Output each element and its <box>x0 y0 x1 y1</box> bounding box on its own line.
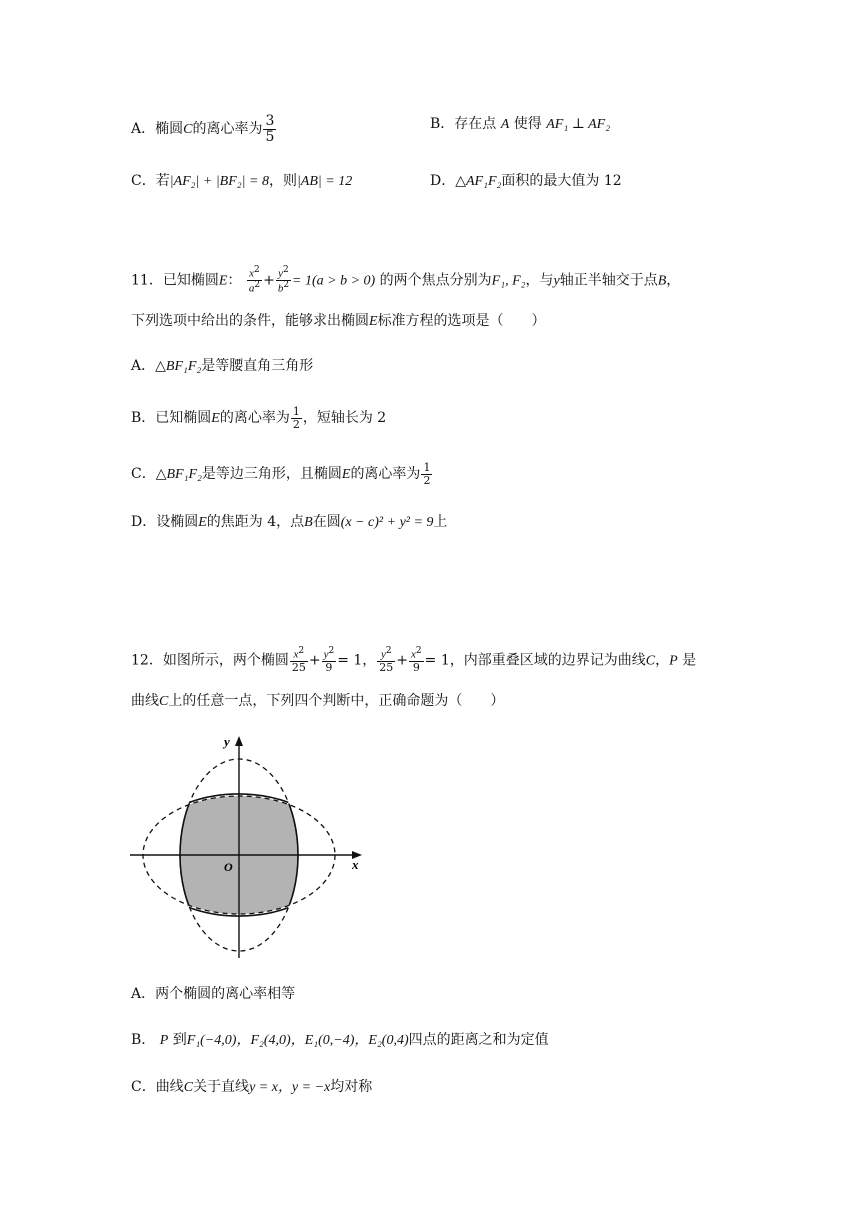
option-text: 的离心率为 <box>219 410 290 427</box>
fraction-y2-b2: $\frac{y^2}{b^2}$ <box>277 265 290 295</box>
option-label: C． <box>131 1079 156 1095</box>
option-label: A． <box>131 986 156 1002</box>
option-text: 面积的最大值为 12 <box>501 173 622 189</box>
fraction <box>291 406 302 430</box>
math-var: P <box>159 1033 169 1048</box>
option-text: ，短轴长为 2 <box>302 410 387 427</box>
option-text: 已知椭圆 <box>155 410 212 427</box>
option-text: 关于直线 <box>193 1079 250 1095</box>
fraction-denominator: 2 <box>292 417 300 431</box>
option-text: 在圆 <box>312 514 341 530</box>
math-var: C <box>645 653 656 669</box>
stem-text: 下列选项中给出的条件，能够求出椭圆 <box>131 313 369 329</box>
origin-label: O <box>224 860 233 874</box>
math-var: B <box>657 273 667 289</box>
stem-text: 曲线 <box>131 693 159 709</box>
fraction <box>421 462 432 486</box>
math-var: E <box>211 411 220 427</box>
q11-option-d <box>131 512 447 533</box>
option-label: D． <box>430 173 456 189</box>
stem-text: 如图所示，两个椭圆 <box>162 652 289 669</box>
math-var: C <box>183 1080 194 1095</box>
question-number: 12． <box>131 652 163 669</box>
fraction-numerator: 1 <box>423 461 431 474</box>
option-label: D． <box>131 514 157 530</box>
q10-option-b <box>430 114 610 135</box>
math-var: B <box>304 515 313 530</box>
option-text: 存在点 <box>454 116 497 132</box>
math-var: E <box>369 314 378 329</box>
option-text: 两个椭圆的离心率相等 <box>155 986 296 1002</box>
option-text: 四点的距离之和为定值 <box>408 1032 549 1048</box>
math-expression: AF₁ ⊥ AF₂ <box>546 117 611 132</box>
math-expression: △BF₁F₂ <box>155 359 202 374</box>
fraction-denominator: 5 <box>265 128 275 145</box>
q11-option-b <box>131 406 386 430</box>
fraction-denominator: 2 <box>423 473 431 487</box>
x-axis-label: x <box>352 857 359 872</box>
option-text: 到 <box>172 1032 187 1048</box>
q10-option-a <box>131 114 277 144</box>
option-text: 均对称 <box>330 1079 373 1095</box>
option-text: 使得 <box>513 116 542 132</box>
q12-option-b <box>131 1030 549 1051</box>
option-text: 的焦距为 4，点 <box>206 514 305 530</box>
stem-text: 的两个焦点分别为 <box>379 272 492 289</box>
stem-text: ，与 <box>525 272 554 289</box>
math-var: P <box>669 653 678 669</box>
option-label: C． <box>131 466 156 483</box>
option-label: B． <box>131 410 156 427</box>
stem-text: ，内部重叠区域的边界记为曲线 <box>449 652 646 669</box>
math-expression: |AF₂| + |BF₂| = 8 <box>169 174 269 189</box>
option-text: 是等边三角形，且椭圆 <box>201 466 342 483</box>
math-var: E <box>218 273 228 289</box>
fraction-numerator: 3 <box>265 113 275 129</box>
math-var: C <box>183 122 193 138</box>
q12-option-a <box>131 984 295 1004</box>
stem-text: 轴正半轴交于点 <box>559 272 658 289</box>
fraction <box>263 114 276 144</box>
math-var: A <box>500 117 510 132</box>
option-label: B． <box>131 1032 156 1048</box>
math-var: E <box>198 515 207 530</box>
q11-stem-line1: 11．已知椭圆E： $\frac{x^2}{a^2}$ + $\frac{y^2}{b^2}$ = 1(a > b > 0) 的两个焦点分别为F₁, F₂，与y轴正半轴交于点B， <box>131 265 681 295</box>
stem-text: 标准方程的选项是（ ） <box>377 313 546 329</box>
option-text: 设椭圆 <box>156 514 199 530</box>
math-expression: |AB| = 12 <box>296 174 353 189</box>
option-text: 的离心率为 <box>350 466 421 483</box>
math-expression: △BF₁F₂ <box>155 467 202 483</box>
option-label: A． <box>131 121 156 138</box>
q12-stem-line2 <box>131 691 504 712</box>
q12-stem-line1: 12．如图所示，两个椭圆 $\frac{x^2}{25}$ + $\frac{y^2}{9}$ = 1， $\frac{y^2}{25}$ + $\frac{x^2}{9}$ = 1，内部重叠区域的边界记为曲线C，P 是 <box>131 646 697 675</box>
stem-text: 已知椭圆 <box>162 272 219 289</box>
fraction-x2-9: $\frac{x^2}{9}$ <box>411 646 422 675</box>
stem-text: 上的任意一点，下列四个判断中，正确命题为（ ） <box>168 693 505 709</box>
q10-option-d <box>430 171 622 192</box>
option-label: B． <box>430 116 455 132</box>
fraction-numerator: 1 <box>292 405 300 418</box>
q10-option-c <box>131 171 352 192</box>
option-text: 是等腰直角三角形 <box>201 358 314 374</box>
question-number: 11． <box>131 272 163 289</box>
fraction-y2-25: $\frac{y^2}{25}$ <box>379 646 394 675</box>
option-text: 上 <box>433 514 448 530</box>
y-axis-arrow <box>235 736 243 746</box>
fraction-x2-a2: $\frac{x^2}{a^2}$ <box>248 265 261 295</box>
option-text: ，则 <box>268 173 297 189</box>
q11-stem-line2 <box>131 311 546 332</box>
option-text: 椭圆 <box>155 121 184 138</box>
math-var: y <box>553 273 560 289</box>
math-var: C <box>159 694 169 709</box>
q12-option-c <box>131 1077 372 1098</box>
option-text: 若 <box>155 173 170 189</box>
q11-option-c <box>131 462 433 486</box>
math-expression: △AF₁F₂ <box>455 174 502 189</box>
math-expression: y = x，y = −x <box>249 1080 331 1095</box>
q11-option-a <box>131 356 313 377</box>
stem-text: 是 <box>682 652 697 669</box>
math-expression: = 1(a > b > 0) <box>292 273 376 289</box>
option-text: 的离心率为 <box>192 121 263 138</box>
option-label: C． <box>131 173 156 189</box>
overlapping-ellipses-figure <box>126 730 372 966</box>
option-label: A． <box>131 358 156 374</box>
fraction-x2-25: $\frac{x^2}{25}$ <box>291 646 306 675</box>
fraction-y2-9: $\frac{y^2}{9}$ <box>323 646 335 675</box>
math-expression: F₁, F₂ <box>491 273 526 289</box>
y-axis-label: y <box>224 734 230 749</box>
option-text: 曲线 <box>155 1079 184 1095</box>
math-expression: F₁(−4,0)，F₂(4,0)，E₁(0,−4)，E₂(0,4) <box>186 1033 409 1048</box>
math-var: E <box>341 467 351 483</box>
math-expression: (x − c)² + y² = 9 <box>340 515 434 530</box>
